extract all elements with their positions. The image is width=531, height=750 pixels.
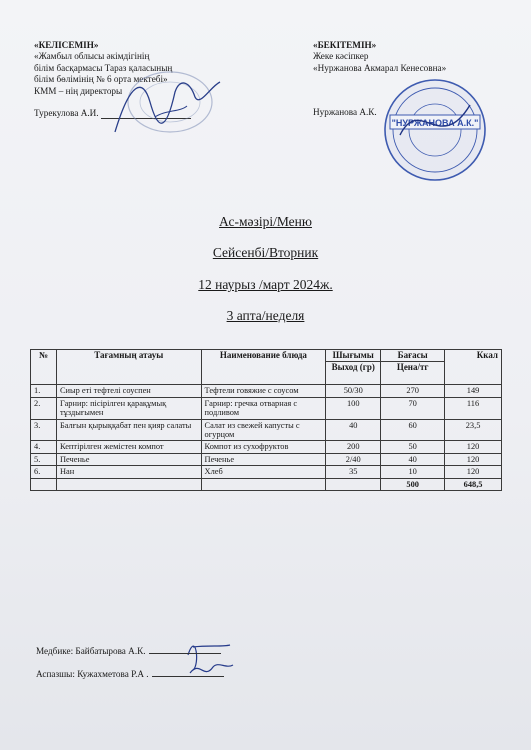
total-kcal: 648,5 <box>445 478 502 490</box>
approved-line-2: «Нуржанова Акмарал Кенесовна» <box>313 62 447 73</box>
seal-stamp <box>380 75 490 185</box>
approved-title: «БЕКІТЕМІН» <box>313 40 377 50</box>
agreed-title: «КЕЛІСЕМІН» <box>34 40 99 50</box>
agreed-line-1: «Жамбыл облысы әкімдігінің <box>34 51 150 62</box>
seal-name: "НУРЖАНОВА А.К." <box>391 118 479 128</box>
menu-day: Сейсенбі/Вторник <box>212 245 319 260</box>
agreed-signer: Турекулова А.И. <box>34 108 99 119</box>
approved-line-1: Жеке кәсіпкер <box>313 51 369 62</box>
agreed-line-3: білім бөлімінің № 6 орта мектебі» <box>34 74 168 85</box>
table-row: 5. Печенье Печенье 2/40 40 120 <box>31 453 502 465</box>
cook-signature <box>36 668 224 679</box>
agreed-line-2: білім басқармасы Тараз қаласының <box>34 62 173 73</box>
col-yield-kz: Шығымы <box>326 350 381 362</box>
cook-label: Аспазшы: Кужахметова Р.А . <box>36 669 149 679</box>
col-name-kz: Тағамның атауы <box>56 350 201 385</box>
col-price-ru: Цена/тг <box>381 362 445 385</box>
menu-date: 12 наурыз /март 2024ж. <box>198 277 333 292</box>
col-yield-ru: Выход (гр) <box>326 362 381 385</box>
menu-table <box>30 349 502 491</box>
signature-stamp-left <box>95 62 235 147</box>
nurse-signature <box>36 645 221 656</box>
menu-title: Ас-мәзірі/Меню <box>219 214 312 229</box>
table-row: 3. Балғын қырыққабат пен қияр салаты Салат из свежей капусты с огурцом 40 60 23,5 <box>31 419 502 441</box>
table-row: 6. Нан Хлеб 35 10 120 <box>31 466 502 478</box>
table-header-row <box>31 350 502 362</box>
approved-signer: Нуржанова А.К. <box>313 107 377 118</box>
table-row: 2. Гарнир: пісірілген қарақұмық тұздығымен Гарнир: гречка отварная с подливом 100 70 116 <box>31 397 502 419</box>
col-price-kz: Бағасы <box>381 350 445 362</box>
table-row: 4. Кептірілген жемістен компот Компот из сухофруктов 200 50 120 <box>31 441 502 453</box>
menu-week: 3 апта/неделя <box>226 308 305 323</box>
total-price: 500 <box>381 478 445 490</box>
col-name-ru: Наименование блюда <box>201 350 326 385</box>
col-kcal: Ккал <box>445 350 502 385</box>
table-row: 1. Сиыр еті тефтелі соуспен Тефтели говяжие с соусом 50/30 270 149 <box>31 385 502 397</box>
agreed-line-4: КММ – нің директоры <box>34 85 123 96</box>
table-total-row <box>31 478 502 490</box>
nurse-label: Медбике: Байбатырова А.К. <box>36 646 146 656</box>
col-number: № <box>31 350 57 385</box>
